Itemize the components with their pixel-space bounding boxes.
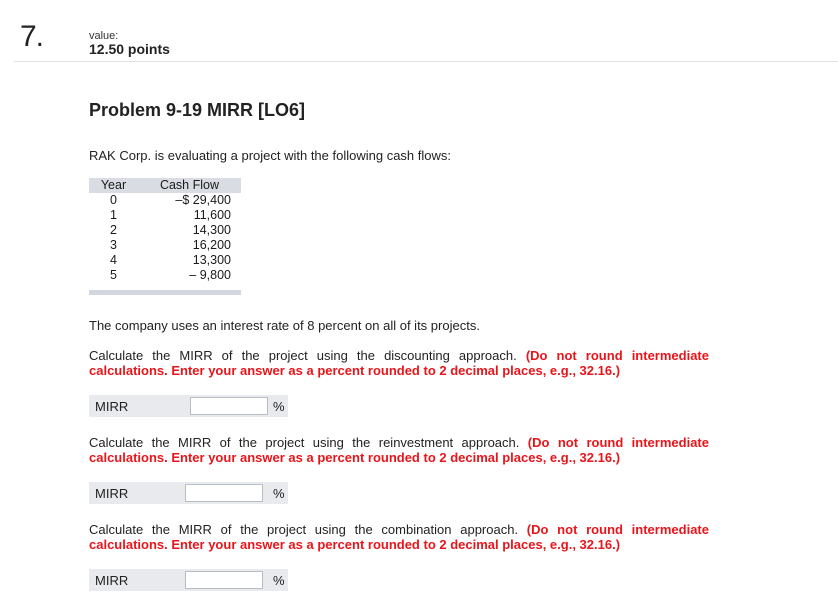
part-2-answer-row [89,482,288,504]
table-row [89,193,241,208]
percent-unit: % [273,486,285,501]
percent-unit: % [273,573,285,588]
points-value: 12.50 points [89,41,170,57]
mirr-label: MIRR [95,399,129,414]
problem-title: Problem 9-19 MIRR [LO6] [89,100,306,120]
cash-flow-cell: 13,300 [192,253,231,267]
year-header: Year [89,178,138,193]
cash-flow-cell: 11,600 [193,208,231,222]
question-number: 7. [20,20,44,53]
mirr-label: MIRR [95,573,129,588]
cash-flow-table [89,178,241,283]
part-3-prompt [89,522,709,552]
mirr-discounting-input[interactable] [190,397,268,415]
table-footer-bar [89,290,241,295]
part-2-prompt [89,435,709,465]
part-2-question: Calculate the MIRR of the project using the reinvestment approach. [89,435,520,450]
cash-flow-cell: 16,200 [192,238,231,252]
table-header-row [89,178,241,193]
problem-intro: RAK Corp. is evaluating a project with the following cash flows: [89,148,452,163]
part-3-instruction: (Do not round intermediate calculations. Enter your answer as a percent rounded to 2 decimal places, e.g., 32.16.) [89,522,709,552]
interest-rate-text: The company uses an interest rate of 8 percent on all of its projects. [89,318,480,333]
header-divider [14,61,838,62]
year-cell: 4 [110,253,117,267]
year-cell: 0 [110,193,117,207]
table-row [89,253,241,268]
table-row [89,238,241,253]
year-cell: 2 [110,223,117,237]
percent-unit: % [273,399,285,414]
part-3-question: Calculate the MIRR of the project using the combination approach. [89,522,519,537]
value-label: value: [89,30,119,42]
cash-flow-header: Cash Flow [138,178,241,193]
year-cell: 1 [110,208,117,222]
cash-flow-cell: – 9,800 [189,268,231,282]
table-row [89,223,241,238]
table-row [89,268,241,283]
cash-flow-cell: –$ 29,400 [175,193,231,207]
year-cell: 3 [110,238,117,252]
mirr-reinvestment-input[interactable] [185,484,263,502]
cash-flow-cell: 14,300 [192,223,231,237]
part-1-prompt [89,348,709,378]
mirr-label: MIRR [95,486,129,501]
part-1-answer-row [89,395,288,417]
part-3-answer-row [89,569,288,591]
part-2-instruction: (Do not round intermediate calculations. Enter your answer as a percent rounded to 2 decimal places, e.g., 32.16.) [89,435,709,465]
table-row [89,208,241,223]
mirr-combination-input[interactable] [185,571,263,589]
part-1-question: Calculate the MIRR of the project using the discounting approach. [89,348,517,363]
part-1-instruction: (Do not round intermediate calculations. Enter your answer as a percent rounded to 2 decimal places, e.g., 32.16.) [89,348,709,378]
year-cell: 5 [110,268,117,282]
